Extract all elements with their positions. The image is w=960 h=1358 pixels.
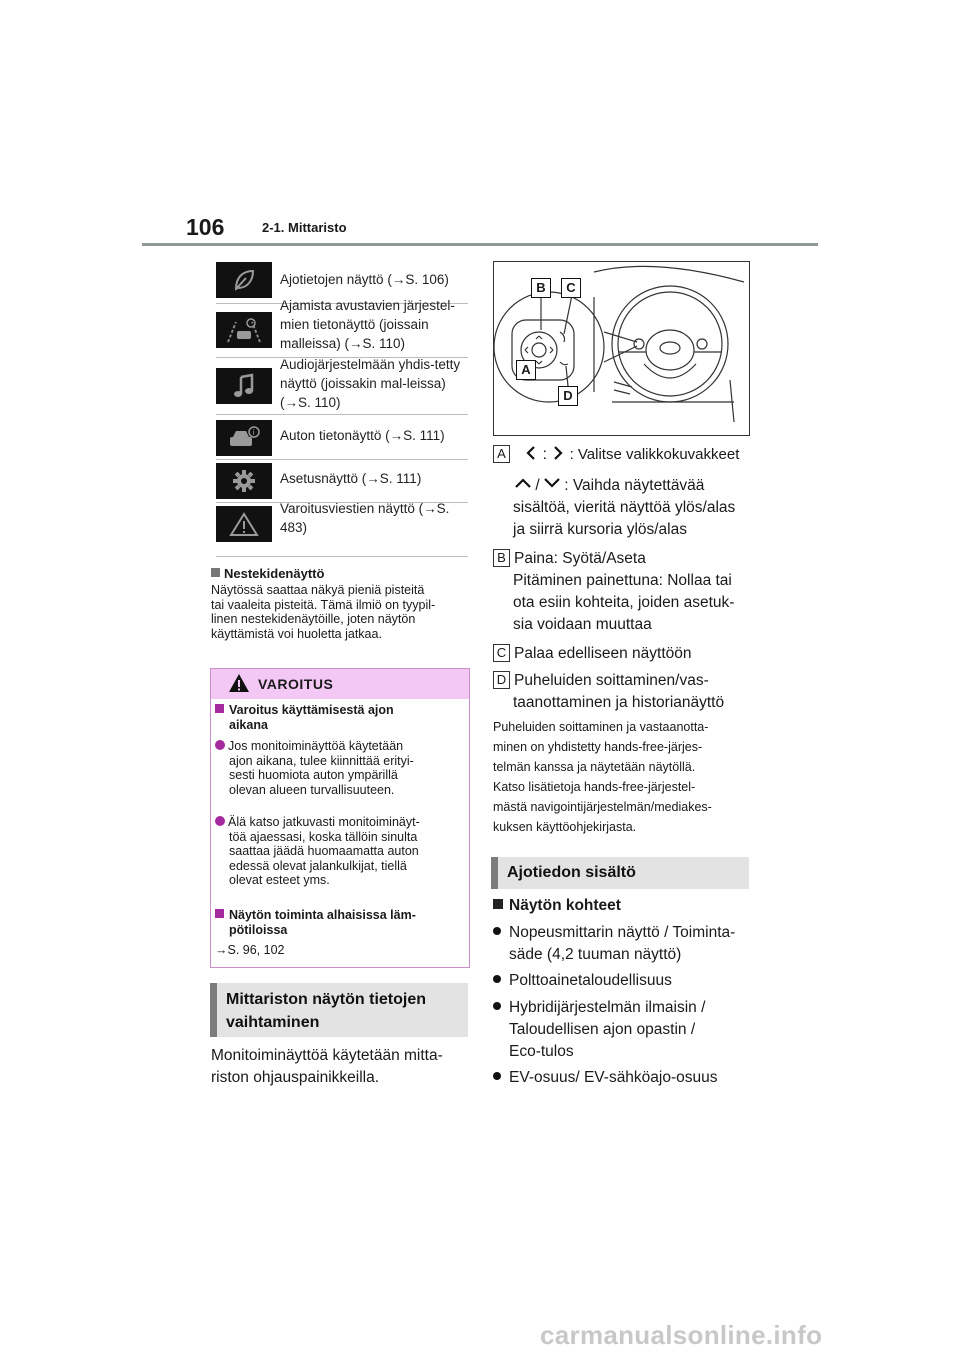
icon-row-vehicle [216,420,468,456]
ajotiedon-subheading [493,895,621,917]
icon-row-warnings [216,501,468,542]
text-line: taanottaminen ja historianäyttö [513,694,725,711]
icon-row-settings [216,463,468,499]
text-line: pötiloissa [229,922,288,937]
table-divider [216,556,468,557]
text-line: EV-osuus/ EV-sähköajo-osuus [509,1069,718,1086]
text-line: Palaa edelliseen näyttöön [514,645,692,662]
icon-row-label [280,296,468,353]
chevron-left-icon [524,446,538,460]
text-line: Näytön kohteet [509,897,621,914]
heading-line: Mittariston näytön tietojen [226,991,426,1008]
control-label-b: B [493,549,510,567]
control-a-line2 [515,475,755,497]
text-line: ajon aikana, tulee kiinnittää erityi- [229,753,414,768]
text-line: Paina: Syötä/Aseta [514,550,646,567]
control-label-a: A [493,445,510,463]
gear-icon [216,463,272,499]
text-line: Polttoainetaloudellisuus [509,972,672,989]
text-line: Näytön toiminta alhaisissa läm- [229,908,416,922]
chevron-up-icon [515,477,531,489]
text-line: saattaa jäädä huomaamatta auton [229,844,419,858]
text-line: Jos monitoiminäyttöä käytetään [228,739,404,753]
list-item [493,970,755,992]
icon-row-label [280,499,450,537]
text-line: Monitoiminäyttöä käytetään mitta- [211,1047,443,1064]
text-line: Puheluiden soittaminen/vas- [514,672,709,689]
control-a-text: : Vaihda näytettävää [564,477,705,494]
text-line: edessä olevat jalankulkijat, tiellä [229,858,407,873]
table-divider [216,414,468,415]
text-line: aikana [229,717,268,732]
warning-item [215,739,463,797]
page-number: 106 [186,214,225,240]
switch-text [211,1045,443,1089]
text-line: Hybridijärjestelmän ilmaisin / [509,999,706,1016]
section-title: 2-1. Mittaristo [262,220,347,235]
music-note-icon [216,368,272,404]
list-item [493,1067,755,1089]
control-a-text: : Valitse valikkokuvakkeet [569,446,740,463]
text-line: tai vaaleita pisteitä. Tämä ilmiö on tyypil- [211,597,436,612]
icon-row-audio [216,357,468,412]
icon-row-label: Ajotietojen näyttö (→S. 106) [280,272,449,287]
list-item [493,922,755,966]
icon-row-trip [216,262,468,298]
control-a-rest [513,497,758,541]
driver-assist-icon [216,312,272,348]
separator: : [542,446,547,463]
icon-row-label: Auton tietonäyttö (→S. 111) [280,428,445,443]
steering-wheel-figure [493,261,750,436]
section-heading-ajotiedon: Ajotiedon sisältö [491,857,749,889]
warning-subheading [215,908,463,937]
nestekide-title: Nestekidenäyttö [224,566,325,581]
text-line: mästä navigointijärjestelmän/mediakes- [493,800,712,814]
text-line: minen on yhdistetty hands-free-järjes- [493,740,703,754]
section-heading-switch [210,983,468,1037]
text-line: Puheluiden soittaminen ja vastaanotta- [493,720,709,734]
text-line: Eco-tulos [509,1043,574,1060]
warning-title: VAROITUS [258,676,334,692]
warning-triangle-icon [228,673,250,698]
control-label-c: C [493,644,510,662]
figure-label-b: B [531,278,551,298]
warning-triangle-icon [216,506,272,542]
text-line: Katso lisätietoja hands-free-järjestel- [493,780,696,794]
table-divider [216,459,468,460]
text-line: käyttämistä voi huoletta jatkaa. [211,626,382,641]
chevron-right-icon [551,446,565,460]
icon-row-label: Asetusnäyttö (→S. 111) [280,471,422,486]
icon-row-label [280,355,468,412]
leaf-icon [216,262,272,298]
list-item [493,997,755,1063]
figure-label-c: C [561,278,581,298]
control-c [493,643,753,665]
warning-item [215,815,463,888]
control-d [493,670,753,714]
text-line: olevan alueen turvallisuuteen. [229,782,395,797]
control-a-line1 [493,444,753,466]
text-line: linen nestekidenäytöille, joten näytön [211,612,416,626]
text-line: sesti huomiota auton ympärillä [229,768,398,782]
icon-row-assist [216,298,468,353]
control-b [493,548,753,636]
car-info-icon [216,420,272,456]
text-line: töä ajaessasi, koska tällöin sinulta [229,829,418,844]
text-line: säde (4,2 tuuman näyttö) [509,946,682,963]
chevron-down-icon [544,477,560,489]
warning-subheading [215,703,463,732]
text-line: sia voidaan muuttaa [513,616,652,633]
text-line: ota esiin kohteita, joiden asetuk- [513,594,735,611]
header-rule [142,243,818,246]
text-line: Älä katso jatkuvasti monitoiminäyt- [228,815,420,829]
text-line: Taloudellisen ajon opastin / [509,1021,696,1038]
figure-label-a: A [516,360,536,380]
heading-line: vaihtaminen [226,1014,320,1031]
text-line: telmän kanssa ja näytetään näytöllä. [493,760,696,774]
separator: / [535,477,540,494]
nestekide-heading [211,566,324,581]
nestekide-text [211,583,435,641]
text-line: sisältöä, vieritä näyttöä ylös/alas [513,499,736,516]
figure-label-d: D [558,386,578,406]
text-line: Nopeusmittarin näyttö / Toiminta- [509,924,736,941]
icon-row-text: Audiojärjestelmään yhdis-tetty näyttö (joissakin mal-leissa) (→S. 110) [280,357,461,410]
icon-row-text: Ajamista avustavien järjestel-mien tietonäyttö (joissain malleissa) (→S. 110) [280,298,455,351]
text-line: Pitäminen painettuna: Nollaa tai [513,572,732,589]
text-line: olevat esteet yms. [229,873,330,887]
warning-reference: →S. 96, 102 [215,943,285,957]
text-line: kuksen käyttöohjekirjasta. [493,820,637,834]
hands-free-note [493,717,753,837]
icon-row-text: Varoitusviestien näyttö (→S. 483) [280,501,450,535]
text-line: Näytössä saattaa näkyä pieniä pisteitä [211,583,425,597]
text-line: ja siirrä kursoria ylös/alas [513,521,687,538]
control-label-d: D [493,671,510,689]
text-line: riston ohjauspainikkeilla. [211,1069,380,1086]
text-line: Varoitus käyttämisestä ajon [229,703,394,717]
svg-text:i: i [252,428,255,437]
watermark: carmanualsonline.info [540,1320,823,1350]
